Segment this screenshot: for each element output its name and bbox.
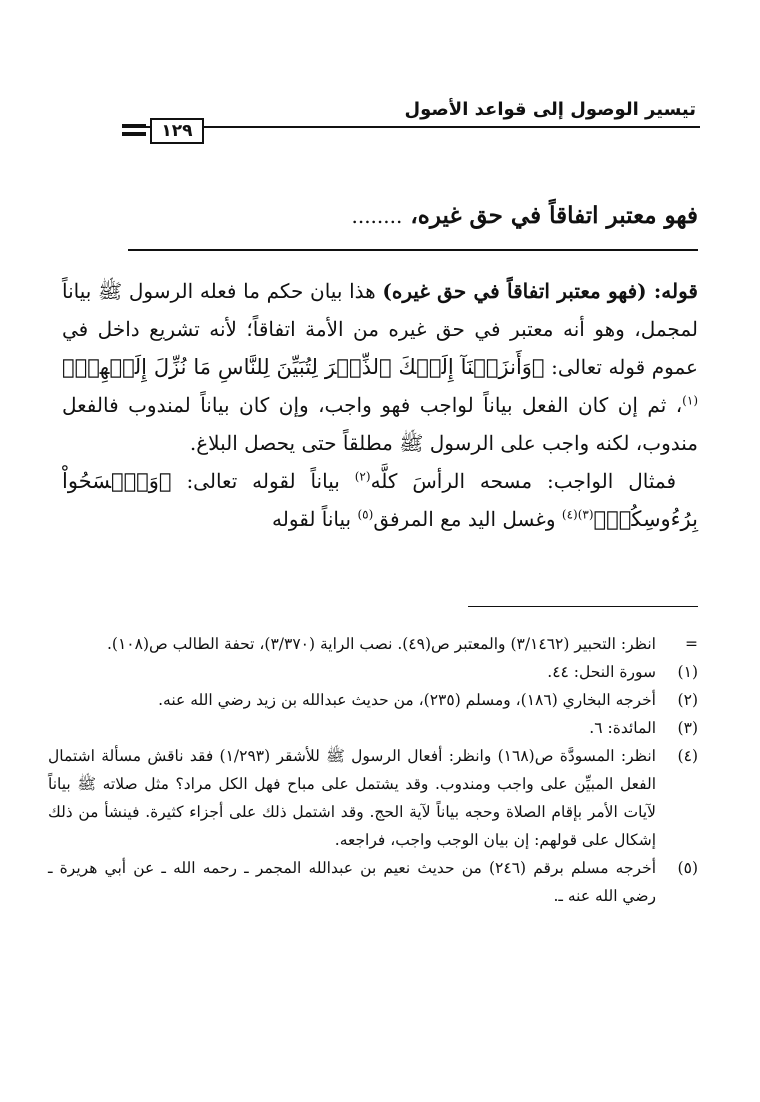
footnote	[48, 854, 698, 910]
footnote	[48, 686, 698, 714]
footnote-ref: (٢)	[354, 469, 371, 484]
footnote-text: سورة النحل: ٤٤.	[547, 663, 656, 681]
footnotes	[48, 630, 698, 910]
page-number: ١٢٩	[150, 118, 204, 144]
footnote-mark: (١)	[677, 663, 698, 681]
matn-dots: ........	[351, 204, 403, 228]
footnote	[48, 742, 698, 854]
paragraph-text: ، ثم إن كان الفعل بياناً لواجب فهو واجب، وإن كان بياناً لمندوب فالفعل مندوب، لكنه واجب على الرسول ﷺ مطلقاً حتى يحصل البلاغ.	[62, 393, 698, 455]
lead-word: قوله:	[646, 279, 698, 303]
commentary	[62, 272, 698, 538]
footnote	[48, 658, 698, 686]
header-ornament-bar	[122, 124, 146, 128]
matn-heading	[98, 196, 698, 236]
footnote-mark: (٢)	[677, 691, 698, 709]
header-ornament-bar	[122, 132, 146, 136]
footnote-mark: (٤)	[677, 747, 698, 765]
footnote-text: انظر: المسودَّة ص(١٦٨) وانظر: أفعال الرسول ﷺ للأشقر (١/٢٩٣) فقد ناقش مسألة اشتمال الفعل المبيِّن على واجب ومندوب. وقد يشتمل على مباح فهل الكل مراد؟ مثل صلاته ﷺ بياناً لآيات الأمر بإقام الصلاة وحجه بياناً لآية الحج. وقد اشتمل ذلك على أجزاء كثيرة. فينشأ من ذلك إشكال على قولهم: إن بيان الوجب واجب، فراجعه.	[48, 747, 656, 849]
footnote-text: المائدة: ٦.	[589, 719, 656, 737]
footnote-text: انظر: التحبير (٣/١٤٦٢) والمعتبر ص(٤٩). نصب الراية (٣/٣٧٠)، تحفة الطالب ص(١٠٨).	[107, 635, 656, 653]
matn-rule	[128, 249, 698, 251]
paragraph-text: وغسل اليد مع المرفق	[373, 507, 562, 531]
footnote-ref: (١)	[682, 393, 698, 408]
footnote-separator	[468, 606, 698, 607]
paragraph-text: بياناً لقوله	[272, 507, 358, 531]
paragraph-text: هذا بيان حكم ما فعله الرسول ﷺ بياناً لمجمل، وهو أنه معتبر في حق غيره من الأمة اتفاقاً؛ لأنه تشريع داخل في عموم قوله تعالى:	[62, 279, 698, 379]
commentary-paragraph	[62, 462, 698, 538]
footnote-ref: (٥)	[357, 507, 374, 522]
paragraph-text: فمثال الواجب: مسحه الرأسَ كلَّه	[370, 469, 676, 493]
running-title: تيسير الوصول إلى قواعد الأصول	[404, 99, 696, 120]
footnote-ref: (٣)(٤)	[561, 507, 594, 522]
footnote	[48, 630, 698, 658]
commentary-paragraph	[62, 272, 698, 462]
footnote-text: أخرجه مسلم برقم (٢٤٦) من حديث نعيم بن عبدالله المجمر ـ رحمه الله ـ عن أبي هريرة ـ رضي الله عنه ـ.	[48, 859, 656, 905]
footnote-mark: (٥)	[677, 859, 698, 877]
quran-verse: ﴿وَٱمۡسَحُواْ بِرُءُوسِكُمۡ﴾	[62, 469, 698, 531]
header-rule	[122, 126, 700, 128]
quoted-matn: (فهو معتبر اتفاقاً في حق غيره)	[382, 279, 647, 303]
footnote-mark: =	[685, 635, 698, 653]
footnote-mark: (٣)	[677, 719, 698, 737]
footnote	[48, 714, 698, 742]
footnote-text: أخرجه البخاري (١٨٦)، ومسلم (٢٣٥)، من حديث عبدالله بن زيد رضي الله عنه.	[158, 691, 656, 709]
matn-text: فهو معتبر اتفاقاً في حق غيره،	[410, 202, 698, 229]
paragraph-text: بياناً لقوله تعالى:	[171, 469, 355, 493]
quran-verse: ﴿وَأَنزَلۡنَآ إِلَيۡكَ ٱلذِّكۡرَ لِتُبَيِّنَ لِلنَّاسِ مَا نُزِّلَ إِلَيۡهِمۡ﴾	[62, 355, 545, 379]
